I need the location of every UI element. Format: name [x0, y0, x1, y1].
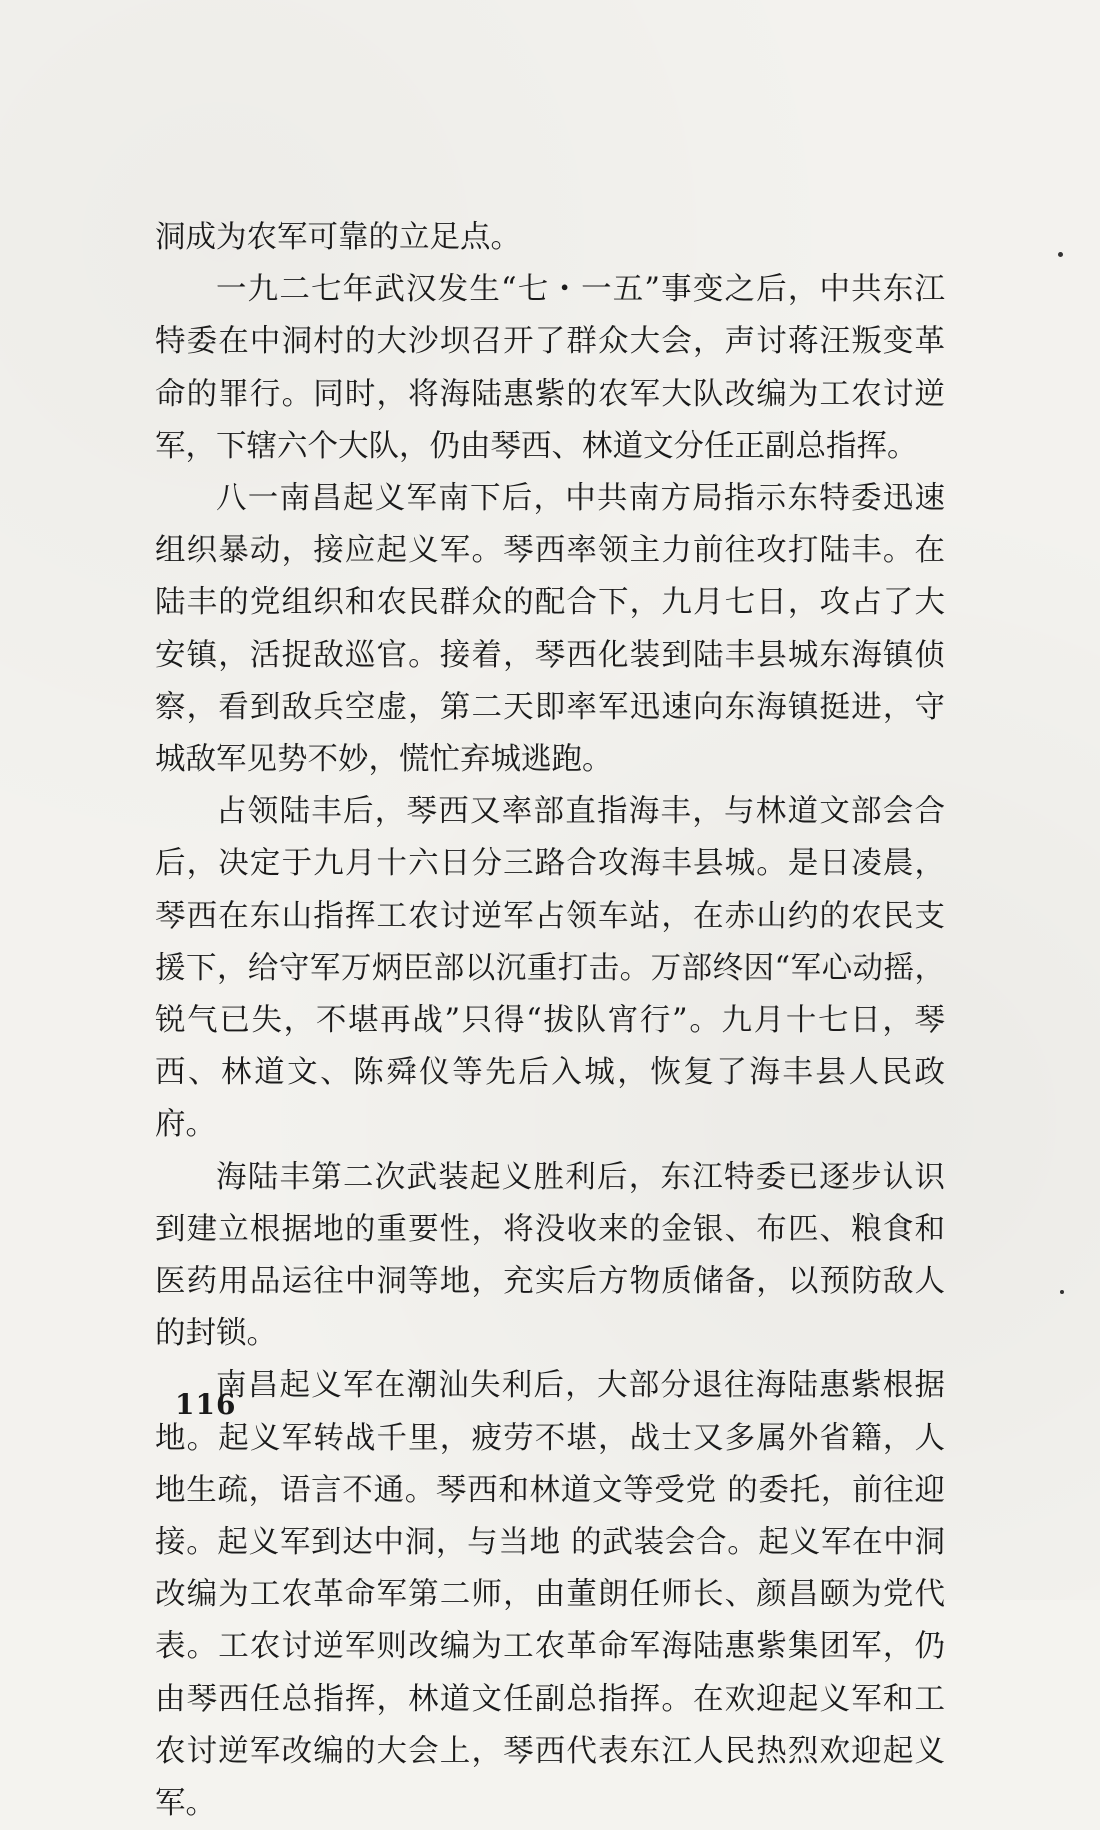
- page-number: 116: [175, 1388, 237, 1421]
- paragraph-base-area: 海陆丰第二次武装起义胜利后，东江特委已逐步认识到建立根据地的重要性，将没收来的金银、布匹、粮食和医药用品运往中洞等地，充实后方物质储备，以预防敌人的封锁。: [155, 1159, 945, 1352]
- paragraph-reorganization: 南昌起义军在潮汕失利后，大部分退往海陆惠紫根据地。起义军转战千里，疲劳不堪，战士又多属外省籍，人地生疏，语言不通。琴西和林道文等受党 的委托，前往迎接。起义军到达中洞，与当地 的武装会合。起义军在中洞改编为工农革命军第二师，由董朗任师长、颜昌颐为党代表。工农讨逆军则改编为工农革命军海陆惠紫集团军，仍由琴西任总指挥，林道文任副总指挥。在欢迎起义军和工农讨逆军改编的大会上，琴西代表东江人民热烈欢迎起义军。: [155, 1368, 945, 1822]
- scan-speck: [1060, 1290, 1064, 1294]
- paragraph-nanchang-uprising-support: 八一南昌起义军南下后，中共南方局指示东特委迅速组织暴动，接应起义军。琴西率领主力前往攻打陆丰。在陆丰的党组织和农民群众的配合下，九月七日，攻占了大安镇，活捉敌巡官。接着，琴西化装到陆丰县城东海镇侦察，看到敌兵空虚，第二天即率军迅速向东海镇挺进，守城敌军见势不妙，慌忙弃城逃跑。: [155, 481, 945, 778]
- paragraph-continuation: 洞成为农军可靠的立足点。: [155, 220, 521, 255]
- body-text: [155, 212, 945, 1830]
- scan-speck: [1058, 252, 1063, 257]
- paragraph-haifeng-capture: 占领陆丰后，琴西又率部直指海丰，与林道文部会合后，决定于九月十六日分三路合攻海丰县城。是日凌晨，琴西在东山指挥工农讨逆军占领车站，在赤山约的农民支援下，给守军万炳臣部以沉重打击。万部终因“军心动摇，锐气已失，不堪再战”只得“拔队宵行”。九月十七日，琴西、林道文、陈舜仪等先后入城，恢复了海丰县人民政府。: [155, 794, 945, 1143]
- paragraph-july-incident: 一九二七年武汉发生“七・一五”事变之后，中共东江特委在中洞村的大沙坝召开了群众大会，声讨蒋汪叛变革命的罪行。同时，将海陆惠紫的农军大队改编为工农讨逆军，下辖六个大队，仍由琴西、林道文分任正副总指挥。: [155, 272, 945, 464]
